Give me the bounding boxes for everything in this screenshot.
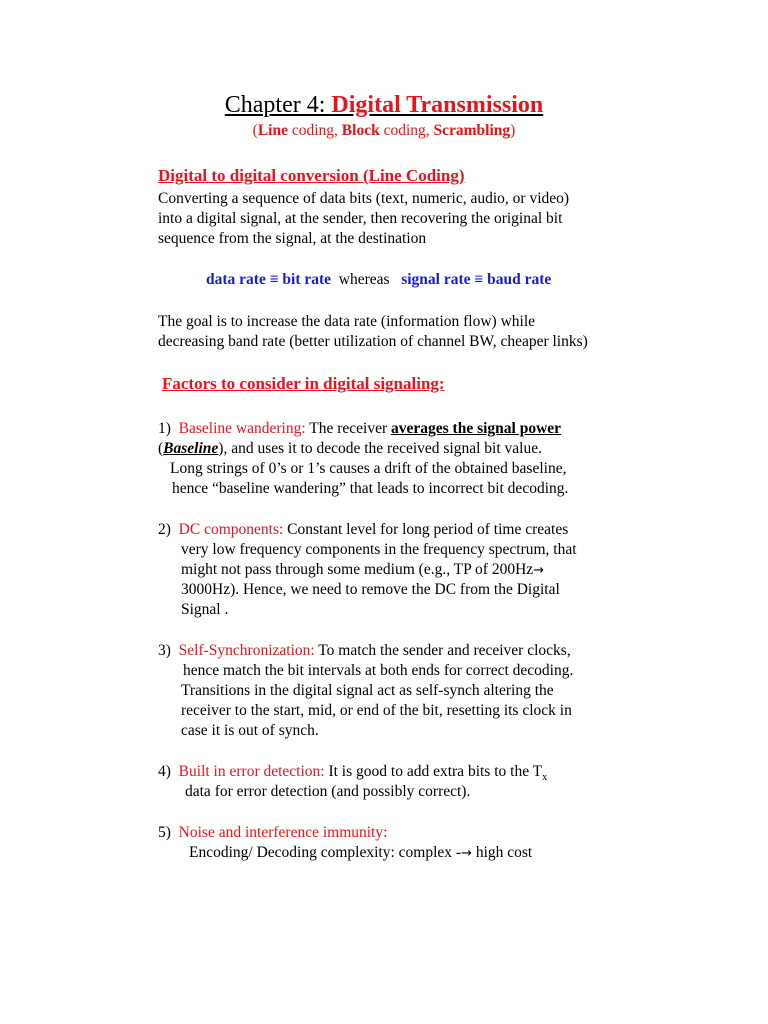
factor-2-line-1 (158, 520, 568, 540)
factor-1-open-paren: ( (158, 440, 164, 457)
factor-4-line-2: data for error detection (and possibly correct). (185, 783, 471, 800)
rates-definition (206, 271, 551, 289)
intro-line-1: Converting a sequence of data bits (text, numeric, audio, or video) (158, 190, 570, 207)
factor-3-line-5: case it is out of synch. (181, 722, 319, 739)
factor-2-line-2: very low frequency components in the frequency spectrum, that (181, 541, 577, 558)
factor-5-line-1 (158, 823, 387, 843)
title-prefix: Chapter 4: (224, 92, 332, 118)
section-heading-line-coding: Digital to digital conversion (Line Coding) (158, 166, 465, 185)
whereas-text: whereas (338, 271, 390, 288)
title-main: Digital Transmission (331, 92, 544, 118)
factor-3-line-1 (158, 641, 571, 661)
factor-5-text-a: Encoding/ Decoding complexity: complex - (189, 844, 462, 861)
factor-5-line-2 (189, 843, 532, 864)
factor-2-label: DC components: (178, 521, 284, 538)
factor-1-text-1: The receiver (305, 420, 391, 437)
factor-4-text-1: It is good to add extra bits to the T (324, 763, 543, 780)
subtitle-close: ) (510, 122, 516, 139)
factor-4-number: 4) (158, 763, 171, 780)
factor-5-label: Noise and interference immunity: (178, 824, 388, 841)
factor-1-baseline: Baseline (163, 440, 219, 457)
factor-2-line-3 (181, 560, 544, 581)
data-rate-label: data rate ≡ bit rate (206, 271, 332, 288)
factor-2-text-3: might not pass through some medium (e.g., TP of 200Hz (181, 561, 534, 578)
factor-1-line-3: Long strings of 0’s or 1’s causes a drift of the obtained baseline, (170, 460, 567, 477)
factor-5-number: 5) (158, 824, 171, 841)
right-arrow-icon: → (533, 563, 545, 578)
factor-1-number: 1) (158, 420, 171, 437)
factor-3-line-4: receiver to the start, mid, or end of the bit, resetting its clock in (181, 702, 572, 719)
factor-1-text-2: ), and uses it to decode the received signal bit value. (218, 440, 542, 457)
subtitle-block: Block (341, 122, 380, 139)
factor-3-number: 3) (158, 642, 171, 659)
subtitle-coding-2: coding, (379, 122, 434, 139)
factor-1-emphasis: averages the signal power (391, 420, 562, 437)
factor-2-number: 2) (158, 521, 171, 538)
factor-3-line-2: hence match the bit intervals at both ends for correct decoding. (183, 662, 574, 679)
factor-1-label: Baseline wandering: (178, 420, 306, 437)
subtitle-line: Line (257, 122, 288, 139)
subtitle-coding-1: coding, (287, 122, 342, 139)
intro-line-2: into a digital signal, at the sender, then recovering the original bit (158, 210, 563, 227)
factor-1-line-1 (158, 419, 561, 439)
section-heading-factors: Factors to consider in digital signaling: (162, 374, 445, 393)
signal-rate-label: signal rate ≡ baud rate (401, 271, 552, 288)
factor-2-line-4: 3000Hz). Hence, we need to remove the DC from the Digital (181, 581, 560, 598)
factor-1-line-2 (158, 439, 542, 459)
page-title (0, 90, 768, 120)
right-arrow-icon: → (461, 846, 472, 861)
factor-2-text-1: Constant level for long period of time creates (283, 521, 569, 538)
factor-3-line-3: Transitions in the digital signal act as self-synch altering the (181, 682, 554, 699)
subtitle-open: ( (252, 122, 258, 139)
goal-line-2: decreasing band rate (better utilization of channel BW, cheaper links) (158, 333, 588, 350)
factor-3-text-1: To match the sender and receiver clocks, (314, 642, 571, 659)
goal-line-1: The goal is to increase the data rate (information flow) while (158, 313, 536, 330)
factor-4-subscript: x (542, 772, 548, 784)
factor-1-line-4: hence “baseline wandering” that leads to incorrect bit decoding. (172, 480, 569, 497)
factor-3-label: Self-Synchronization: (178, 642, 315, 659)
subtitle-scrambling: Scrambling (433, 122, 511, 139)
factor-4-label: Built in error detection: (178, 763, 325, 780)
factor-5-text-b: high cost (471, 844, 533, 861)
intro-line-3: sequence from the signal, at the destination (158, 230, 427, 247)
page-subtitle (0, 122, 768, 140)
factor-2-line-5: Signal . (181, 601, 229, 618)
